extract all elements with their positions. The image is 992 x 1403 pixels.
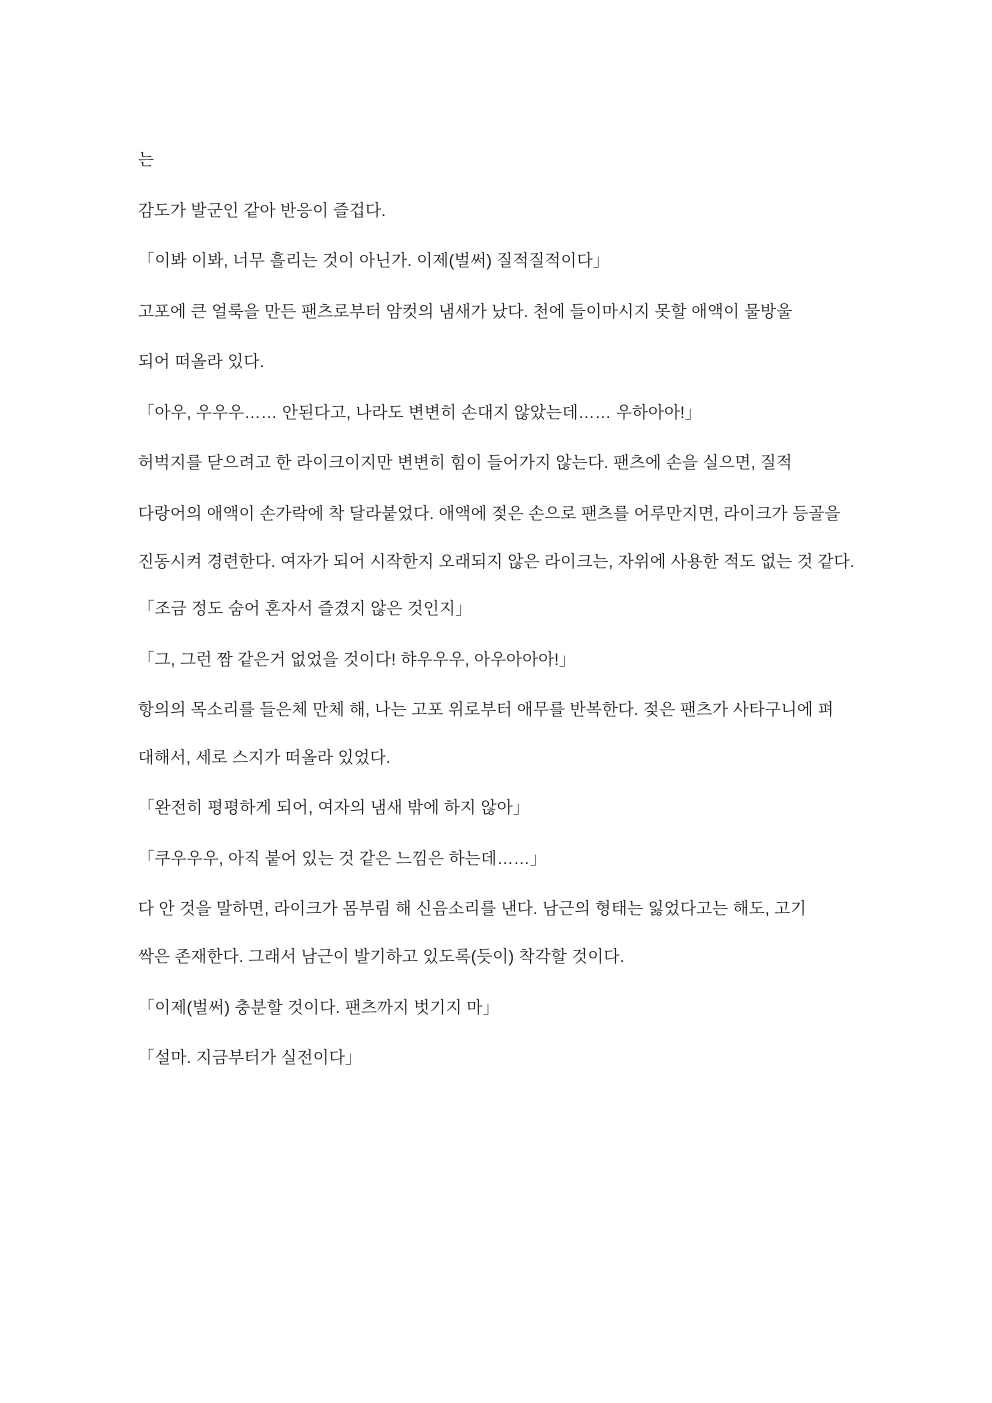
paragraph: 싹은 존재한다. 그래서 남근이 발기하고 있도록(듯이) 착각할 것이다.: [138, 948, 625, 966]
paragraph: 항의의 목소리를 들은체 만체 해, 나는 고포 위로부터 애무를 반복한다. 젖은 팬츠가 사타구니에 펴: [138, 701, 834, 720]
paragraph: 「아우, 우우우…… 안된다고, 나라도 변변히 손대지 않았는데…… 우하아아!」: [138, 403, 702, 422]
paragraph: 다랑어의 애액이 손가락에 착 달라붙었다. 애액에 젖은 손으로 팬츠를 어루만지면, 라이크가 등골을: [138, 504, 841, 523]
document-body: [138, 148, 860, 1072]
paragraph: 「이제(벌써) 충분할 것이다. 팬츠까지 벗기지 마」: [138, 998, 500, 1017]
paragraph: 다 안 것을 말하면, 라이크가 몸부림 해 신음소리를 낸다. 남근의 형태는 잃었다고는 해도, 고기: [138, 900, 807, 919]
paragraph: 진동시켜 경련한다. 여자가 되어 시작한지 오래되지 않은 라이크는, 자위에 사용한 적도 없는 것 같다.: [138, 552, 855, 571]
paragraph: 되어 떠올라 있다.: [138, 353, 265, 372]
paragraph: 허벅지를 닫으려고 한 라이크이지만 변변히 힘이 들어가지 않는다. 팬츠에 손을 실으면, 질적: [138, 454, 793, 473]
paragraph: 고포에 큰 얼룩을 만든 팬츠로부터 암컷의 냄새가 났다. 천에 들이마시지 못할 애액이 물방울: [138, 302, 793, 321]
paragraph: 감도가 발군인 같아 반응이 즐겁다.: [138, 201, 386, 220]
paragraph: 「완전히 평평하게 되어, 여자의 냄새 밖에 하지 않아」: [138, 799, 530, 818]
paragraph: 는: [138, 151, 155, 169]
paragraph: 「그, 그런 짬 같은거 없었을 것이다! 햐우우우, 아우아아아!」: [138, 650, 576, 669]
paragraph: 「조금 정도 숨어 혼자서 즐겼지 않은 것인지」: [138, 600, 472, 619]
paragraph: 「이봐 이봐, 너무 흘리는 것이 아닌가. 이제(벌써) 질적질적이다」: [138, 252, 610, 271]
paragraph: 대해서, 세로 스지가 떠올라 있었다.: [138, 748, 391, 767]
paragraph: 「설마. 지금부터가 실전이다」: [138, 1049, 362, 1068]
paragraph: 「쿠우우우, 아직 붙어 있는 것 같은 느낌은 하는데……」: [138, 849, 547, 868]
